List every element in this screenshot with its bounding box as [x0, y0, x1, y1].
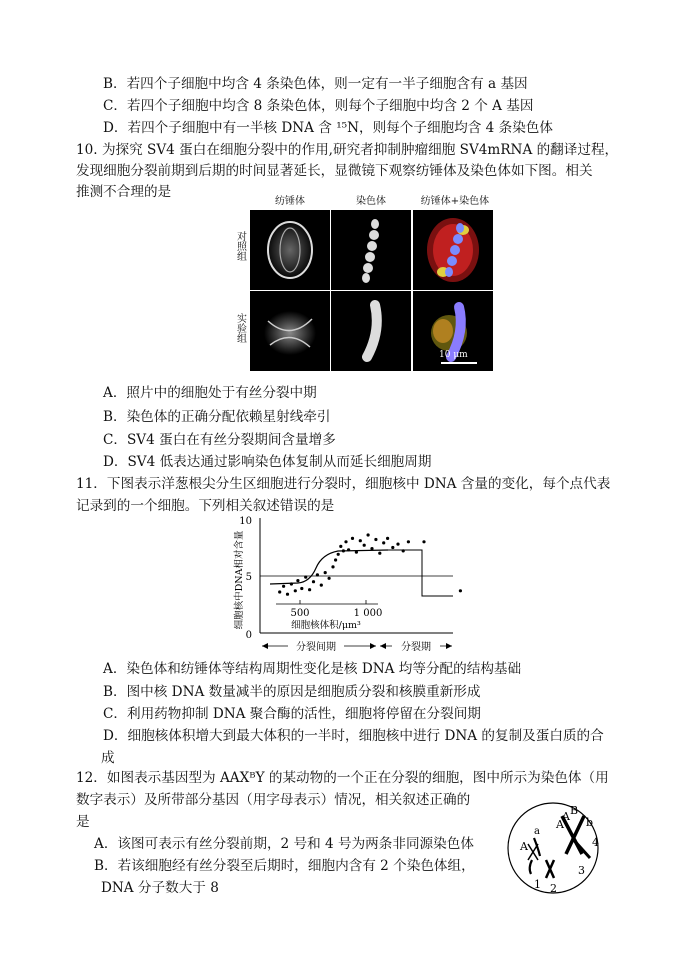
- interphase-data-point: [378, 552, 381, 555]
- interphase-data-point: [347, 548, 350, 551]
- q10-option-a: A．照片中的细胞处于有丝分裂中期: [103, 385, 317, 401]
- interphase-data-point: [367, 533, 370, 536]
- interphase-data-point: [386, 537, 389, 540]
- interphase-data-point: [391, 546, 394, 549]
- q11-stem-line2: 记录到的一个细胞。下列相关叙述错误的是: [76, 498, 335, 514]
- interphase-data-point: [402, 549, 405, 552]
- y-tick-10: 10: [239, 516, 252, 527]
- interphase-data-point: [300, 587, 303, 590]
- interphase-data-point: [316, 573, 319, 576]
- control-merge-image: [413, 210, 493, 290]
- interphase-data-point: [342, 549, 345, 552]
- q10-stem-line1: 10. 为探究 SV4 蛋白在细胞分裂中的作用,研究者抑制肿瘤细胞 SV4mRNA 的翻译过程，: [76, 142, 619, 158]
- q12-option-b-line1: B．若该细胞经有丝分裂至后期时，细胞内含有 2 个染色体组，: [94, 858, 475, 874]
- q10-microscopy-figure: [230, 193, 500, 373]
- interphase-data-point: [324, 571, 327, 574]
- interphase-data-point: [355, 551, 358, 554]
- q12-option-a: A．该图可表示有丝分裂前期，2 号和 4 号为两条非同源染色体: [94, 836, 474, 852]
- control-chromosome-image: [331, 210, 411, 290]
- gene-label-A2: A: [556, 818, 564, 831]
- interphase-data-point: [396, 543, 399, 546]
- q12-cell-diagram: [498, 798, 608, 898]
- row-label-experiment: 实验组: [234, 313, 246, 343]
- experiment-chromosome-image: [331, 291, 411, 371]
- interphase-label: 分裂间期: [296, 642, 336, 653]
- scale-bar-label: 10 μm: [439, 350, 468, 360]
- col-header-chromosome: 染色体: [356, 196, 386, 207]
- gene-label-a: a: [534, 826, 540, 837]
- interphase-data-point: [286, 593, 289, 596]
- col-header-merge: 纺锤体+染色体: [420, 196, 490, 207]
- interphase-data-point: [278, 590, 281, 593]
- x-tick-1000: 1 000: [353, 608, 383, 619]
- q9-option-d: D．若四个子细胞中有一半核 DNA 含 ¹⁵N，则每个子细胞均含 4 条染色体: [103, 120, 553, 136]
- interphase-data-point: [344, 540, 347, 543]
- q10-stem-line3: 推测不合理的是: [76, 184, 172, 200]
- experiment-spindle-image: [250, 291, 330, 371]
- gene-label-b: b: [586, 816, 594, 829]
- q10-option-c: C．SV4 蛋白在有丝分裂期间含量增多: [103, 432, 336, 448]
- q12-option-b-line2: DNA 分子数大于 8: [101, 880, 219, 896]
- interphase-data-point: [374, 538, 377, 541]
- interphase-data-point: [359, 539, 362, 542]
- division-label: 分裂期: [401, 642, 431, 653]
- y-axis-label: 细胞核中DNA相对含量: [234, 530, 245, 630]
- q11-option-c: C．利用药物抑制 DNA 聚合酶的活性，细胞将停留在分裂间期: [103, 706, 481, 722]
- q12-stem-line3: 是: [76, 814, 90, 830]
- q12-stem-line2: 数字表示）及所带部分基因（用字母表示）情况，相关叙述正确的: [76, 792, 471, 808]
- interphase-data-point: [382, 541, 385, 544]
- interphase-data-point: [337, 553, 340, 556]
- q11-option-a: A．染色体和纺锤体等结构周期性变化是核 DNA 均等分配的结构基础: [103, 661, 522, 677]
- q10-option-b: B．染色体的正确分配依赖星射线牵引: [103, 409, 331, 425]
- interphase-data-point: [282, 585, 285, 588]
- interphase-data-point: [370, 547, 373, 550]
- y-tick-5: 5: [245, 572, 252, 583]
- q11-option-b: B．图中核 DNA 数量减半的原因是细胞质分裂和核膜重新形成: [103, 684, 481, 700]
- interphase-data-point: [312, 580, 315, 583]
- interphase-data-point: [320, 584, 323, 587]
- q11-dna-chart: [228, 510, 468, 654]
- row-label-control: 对照组: [234, 231, 246, 261]
- x-tick-500: 500: [290, 608, 310, 619]
- interphase-data-point: [304, 576, 307, 579]
- q10-option-d: D．SV4 低表达通过影响染色体复制从而延长细胞周期: [103, 454, 432, 470]
- q11-stem-line1: 11．下图表示洋葱根尖分生区细胞进行分裂时，细胞核中 DNA 含量的变化，每个点代表: [76, 476, 611, 492]
- interphase-data-point: [328, 577, 331, 580]
- control-spindle-image: [250, 210, 330, 290]
- q9-option-c: C．若四个子细胞中均含 8 条染色体，则每个子细胞中均含 2 个 A 基因: [103, 98, 534, 114]
- gene-label-A3: A: [562, 810, 570, 823]
- interphase-data-point: [290, 582, 293, 585]
- q11-option-d-line2: 成: [101, 750, 115, 766]
- number-label-1: 1: [534, 878, 541, 891]
- x-axis-label: 细胞核体积/μm³: [291, 620, 361, 631]
- number-label-3: 3: [578, 864, 585, 877]
- number-label-2: 2: [550, 882, 557, 895]
- interphase-data-point: [334, 558, 337, 561]
- gene-label-A1: A: [520, 840, 528, 853]
- q10-stem-line2: 发现细胞分裂前期到后期的时间显著延长，显微镜下观察纺锤体及染色体如下图。相关: [76, 163, 593, 179]
- number-label-4: 4: [592, 836, 599, 849]
- interphase-data-point: [296, 579, 299, 582]
- interphase-data-point: [407, 540, 410, 543]
- q11-option-d-line1: D．细胞核体积增大到最大体积的一半时，细胞核中进行 DNA 的复制及蛋白质的合: [103, 728, 604, 744]
- q12-stem-line1: 12．如图表示基因型为 AAXᴮY 的某动物的一个正在分裂的细胞，图中所示为染色体（用: [76, 770, 609, 786]
- interphase-data-point: [339, 545, 342, 548]
- interphase-data-point: [363, 544, 366, 547]
- experiment-merge-image: [413, 291, 493, 371]
- col-header-spindle: 纺锤体: [275, 196, 305, 207]
- interphase-data-point: [294, 589, 297, 592]
- q9-option-b: B．若四个子细胞中均含 4 条染色体，则一定有一半子细胞含有 a 基因: [103, 76, 528, 92]
- division-step-line: [388, 550, 453, 596]
- interphase-data-point: [331, 565, 334, 568]
- gene-label-B: B: [570, 804, 579, 817]
- division-data-point: [422, 540, 425, 543]
- interphase-data-point: [351, 537, 354, 540]
- division-data-point: [459, 589, 462, 592]
- interphase-data-point: [308, 588, 311, 591]
- y-tick-0: 0: [245, 630, 252, 641]
